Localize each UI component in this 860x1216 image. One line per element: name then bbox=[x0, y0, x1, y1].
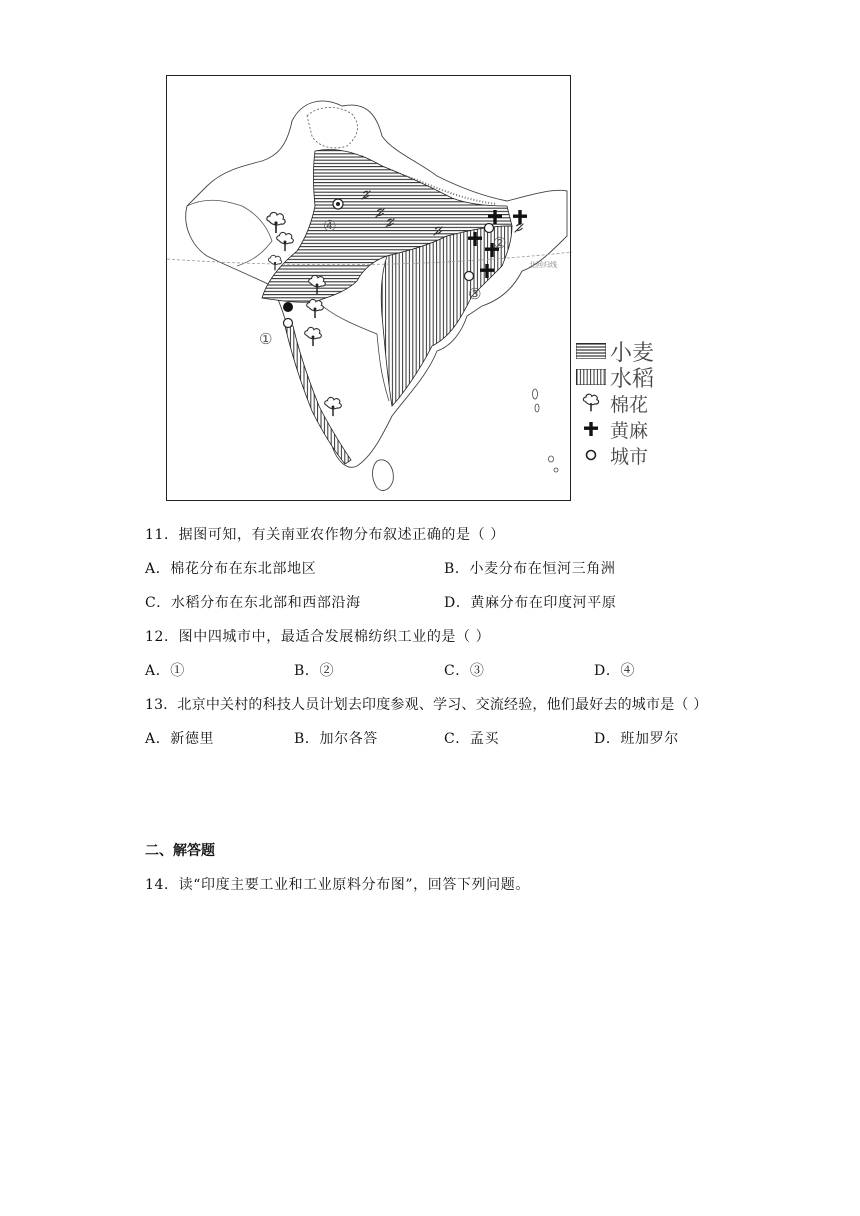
q12-option-c[interactable]: C．③ bbox=[444, 663, 485, 679]
q13-option-b[interactable]: B．加尔各答 bbox=[294, 731, 378, 747]
legend-item-jute: 黄麻 bbox=[576, 416, 686, 442]
question-14-stem: 14．读“印度主要工业和工业原料分布图”，回答下列问题。 bbox=[145, 877, 530, 893]
city-marker-1: ① bbox=[259, 330, 273, 348]
question-13-stem: 13．北京中关村的科技人员计划去印度参观、学习、交流经验，他们最好去的城市是（ ） bbox=[145, 697, 708, 713]
city-marker-2: ② bbox=[493, 234, 507, 252]
jute-icon bbox=[576, 420, 606, 438]
q13-option-a[interactable]: A．新德里 bbox=[145, 731, 215, 747]
wheat-hatch-icon bbox=[576, 342, 606, 360]
q11-option-c[interactable]: C．水稻分布在东北部和西部沿海 bbox=[145, 595, 361, 611]
question-11-stem: 11．据图可知，有关南亚农作物分布叙述正确的是（ ） bbox=[145, 527, 505, 543]
legend-item-city: 城市 bbox=[576, 442, 686, 468]
rice-hatch-icon bbox=[576, 368, 606, 386]
q12-option-b[interactable]: B．② bbox=[294, 663, 335, 679]
cotton-icon bbox=[576, 394, 606, 412]
q12-option-a[interactable]: A．① bbox=[145, 663, 185, 679]
q11-option-b[interactable]: B．小麦分布在恒河三角洲 bbox=[444, 561, 616, 577]
section-title: 二、解答题 bbox=[145, 843, 215, 859]
q11-option-a[interactable]: A．棉花分布在东北部地区 bbox=[145, 561, 317, 577]
city-icon bbox=[576, 446, 606, 464]
legend-item-wheat: 小麦 bbox=[576, 338, 686, 364]
q12-option-d[interactable]: D．④ bbox=[594, 663, 636, 679]
q11-option-d[interactable]: D．黄麻分布在印度河平原 bbox=[444, 595, 617, 611]
legend-item-rice: 水稻 bbox=[576, 364, 686, 390]
city-marker-3: ③ bbox=[468, 285, 482, 303]
map-svg bbox=[167, 76, 572, 502]
question-12-stem: 12．图中四城市中，最适合发展棉纺织工业的是（ ） bbox=[145, 629, 491, 645]
city-marker-4: ④ bbox=[323, 217, 337, 235]
tropic-label: 北回归线 bbox=[529, 261, 557, 269]
q13-option-c[interactable]: C．孟买 bbox=[444, 731, 500, 747]
map-legend bbox=[576, 338, 686, 468]
south-asia-map bbox=[166, 75, 571, 501]
q13-option-d[interactable]: D．班加罗尔 bbox=[594, 731, 679, 747]
legend-item-cotton: 棉花 bbox=[576, 390, 686, 416]
